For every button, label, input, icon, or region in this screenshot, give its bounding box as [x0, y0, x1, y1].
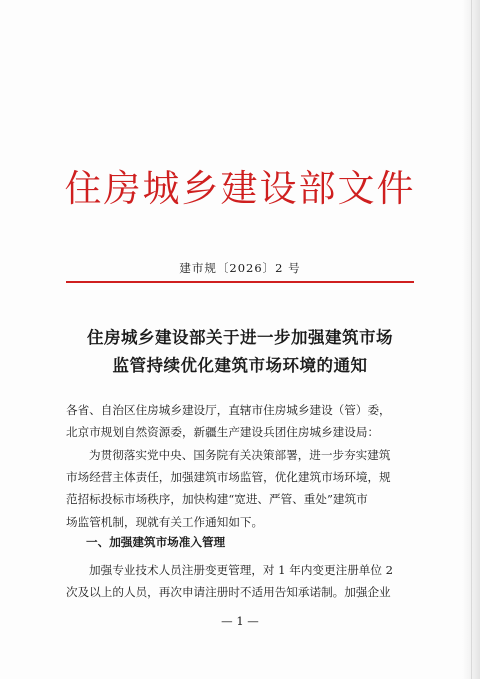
title-line-2: 监管持续优化建筑市场环境的通知: [112, 356, 368, 375]
addressee-line-2: 北京市规划自然资源委，新疆生产建设兵团住房城乡建设局：: [66, 425, 380, 440]
intro-line-2: 市场经营主体责任，加强建筑市场监管，优化建筑市场环境，规: [66, 470, 391, 485]
document-number: 建市规〔2026〕2 号: [179, 261, 301, 275]
intro-line-3: 范招标投标市场秩序，加快构建“宽进、严管、重处”建筑市: [66, 492, 368, 507]
section1-line-2: 次及以上的人员，再次申请注册时不适用告知承诺制。加强企业: [66, 585, 391, 600]
intro-line-1: 为贯彻落实党中央、国务院有关决策部署，进一步夯实建筑: [89, 448, 391, 462]
section1-paragraph: [66, 559, 416, 603]
addressee-line-1: 各省、自治区住房城乡建设厅，直辖市住房城乡建设（管）委，: [66, 403, 391, 417]
issuer-header: 住房城乡建设部文件: [64, 167, 416, 210]
page-number: — 1 —: [221, 614, 259, 628]
addressee-block: [66, 399, 416, 443]
intro-paragraph: [66, 444, 416, 533]
section1-line-1: 加强专业技术人员注册变更管理，对 1 年内变更注册单位 2: [89, 563, 394, 577]
red-divider-line: [66, 281, 414, 283]
title-line-1: 住房城乡建设部关于进一步加强建筑市场: [87, 328, 393, 347]
section-heading-1: 一、加强建筑市场准入管理: [86, 535, 226, 549]
intro-line-4: 场监管机制，现就有关工作通知如下。: [66, 514, 264, 529]
document-title: [0, 324, 480, 380]
